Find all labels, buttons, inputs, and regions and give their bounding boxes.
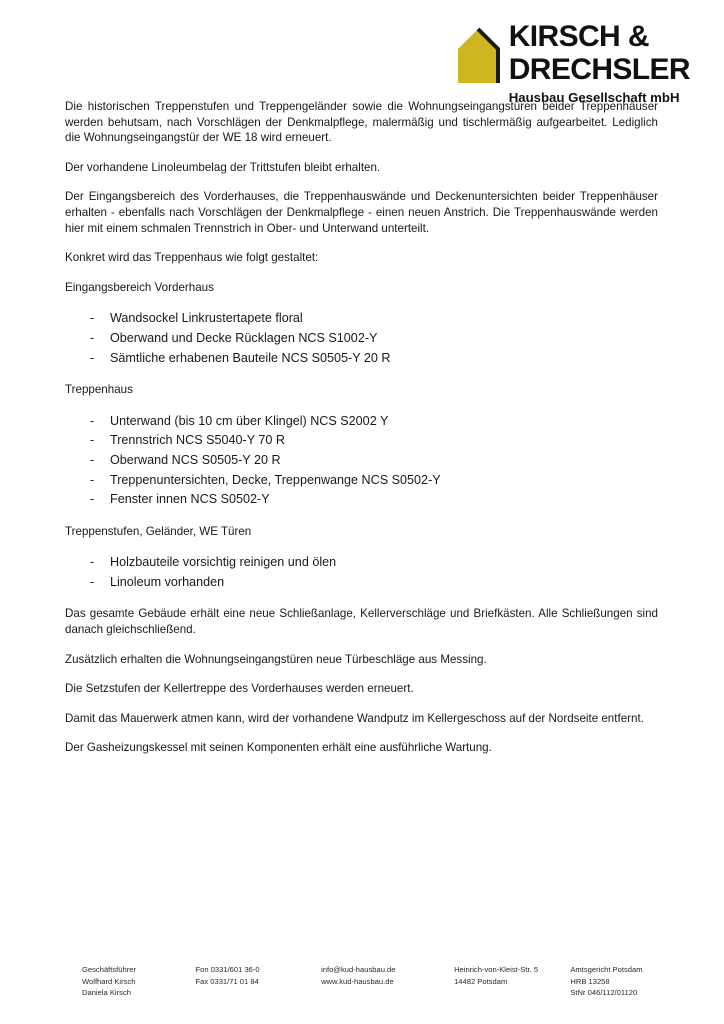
list-eingangsbereich <box>65 309 658 368</box>
paragraph-7: Die Setzstufen der Kellertreppe des Vorderhauses werden erneuert. <box>65 682 414 696</box>
list-marker: - <box>90 433 95 448</box>
list-marker: - <box>90 452 95 467</box>
section-heading-treppenstufen: Treppenstufen, Geländer, WE Türen <box>65 524 252 538</box>
page-footer <box>82 964 682 999</box>
list-marker: - <box>90 574 95 589</box>
list-item <box>65 471 658 491</box>
list-item-label: Holzbauteile vorsichtig reinigen und ölen <box>110 555 337 570</box>
footer-column-management <box>82 964 195 999</box>
paragraph-5: Das gesamte Gebäude erhält eine neue Schließanlage, Kellerverschläge und Briefkästen. Alle Schließungen sind danach gleichschließend. <box>65 607 658 637</box>
section-heading-treppenhaus: Treppenhaus <box>65 383 133 397</box>
list-item-label: Treppenuntersichten, Decke, Treppenwange NCS S0502-Y <box>110 472 441 487</box>
footer-website[interactable]: www.kud-hausbau.de <box>321 976 394 986</box>
footer-column-phone <box>195 964 321 999</box>
list-item-label: Wandsockel Linkrustertapete floral <box>110 311 303 326</box>
list-item <box>65 451 658 471</box>
list-item-label: Unterwand (bis 10 cm über Klingel) NCS S2002 Y <box>110 413 389 428</box>
list-item-label: Oberwand und Decke Rücklagen NCS S1002-Y <box>110 330 378 345</box>
paragraph-3: Der Eingangsbereich des Vorderhauses, die Treppenhauswände und Deckenuntersichten beider Treppenhäuser erhalten - ebenfalls nach Vorschlägen der Denkmalpflege - einen neuen Anstrich. Die Treppenhauswände werden hier mit einem schmalen Trennstrich in Ober- und Unterwand unterteilt. <box>65 190 658 235</box>
footer-text: Geschäftsführer <box>82 965 137 974</box>
list-treppenhaus <box>65 412 658 510</box>
paragraph-6: Zusätzlich erhalten die Wohnungseingangstüren neue Türbeschläge aus Messing. <box>65 652 487 666</box>
paragraph-4: Konkret wird das Treppenhaus wie folgt gestaltet: <box>65 251 319 265</box>
footer-text: Fax 0331/71 01 84 <box>195 976 259 986</box>
list-item-label: Linoleum vorhanden <box>110 574 225 589</box>
list-item <box>65 553 658 573</box>
list-item <box>65 490 658 510</box>
list-item-label: Fenster innen NCS S0502-Y <box>110 492 270 507</box>
list-item <box>65 573 658 593</box>
company-name-block <box>509 22 690 105</box>
list-marker: - <box>90 330 95 345</box>
footer-column-web <box>321 964 454 999</box>
company-name-line2: DRECHSLER <box>508 53 690 86</box>
footer-text: Fon 0331/601 36-0 <box>195 965 260 974</box>
list-item <box>65 412 658 432</box>
footer-text: Daniela Kirsch <box>82 988 131 998</box>
list-item <box>65 431 658 451</box>
footer-text: StNr 046/112/01120 <box>570 988 638 998</box>
footer-text: HRB 13258 <box>570 976 610 986</box>
company-subtitle: Hausbau Gesellschaft mbH <box>508 90 680 105</box>
section-heading-eingangsbereich: Eingangsbereich Vorderhaus <box>65 280 214 294</box>
list-item <box>65 329 658 349</box>
footer-text: Wolfhard Kirsch <box>82 976 136 986</box>
paragraph-1: Die historischen Treppenstufen und Treppengeländer sowie die Wohnungseingangstüren beider Treppenhäuser werden behutsam, nach Vorschlägen der Denkmalpflege, malermäßig und tischlermäßig aufgearbeitet. Lediglich die Wohnungseingangstür der WE 18 wird erneuert. <box>65 100 658 145</box>
list-marker: - <box>90 492 95 507</box>
footer-email[interactable]: info@kud-hausbau.de <box>321 965 396 974</box>
list-marker: - <box>90 472 95 487</box>
paragraph-2: Der vorhandene Linoleumbelag der Trittstufen bleibt erhalten. <box>65 160 381 174</box>
paragraph-9: Der Gasheizungskessel mit seinen Komponenten erhält eine ausführliche Wartung. <box>65 741 492 755</box>
company-letterhead <box>456 22 690 105</box>
list-marker: - <box>90 555 95 570</box>
house-icon <box>456 27 500 85</box>
footer-text: Amtsgericht Potsdam <box>570 965 643 974</box>
footer-text: 14482 Potsdam <box>454 976 508 986</box>
list-item <box>65 349 658 369</box>
company-name-line1: KIRSCH & <box>508 20 649 53</box>
footer-column-address <box>454 964 570 999</box>
paragraph-8: Damit das Mauerwerk atmen kann, wird der vorhandene Wandputz im Kellergeschoss auf der Nordseite entfernt. <box>65 711 644 725</box>
footer-column-registry <box>570 964 682 999</box>
list-marker: - <box>90 311 95 326</box>
footer-text: Heinrich-von-Kleist-Str. 5 <box>454 965 539 974</box>
list-item-label: Sämtliche erhabenen Bauteile NCS S0505-Y 20 R <box>110 350 391 365</box>
list-item <box>65 309 658 329</box>
list-treppenstufen <box>65 553 658 592</box>
list-item-label: Oberwand NCS S0505-Y 20 R <box>110 452 281 467</box>
list-item-label: Trennstrich NCS S5040-Y 70 R <box>110 433 285 448</box>
list-marker: - <box>90 350 95 365</box>
document-body <box>65 99 658 770</box>
list-marker: - <box>90 413 95 428</box>
